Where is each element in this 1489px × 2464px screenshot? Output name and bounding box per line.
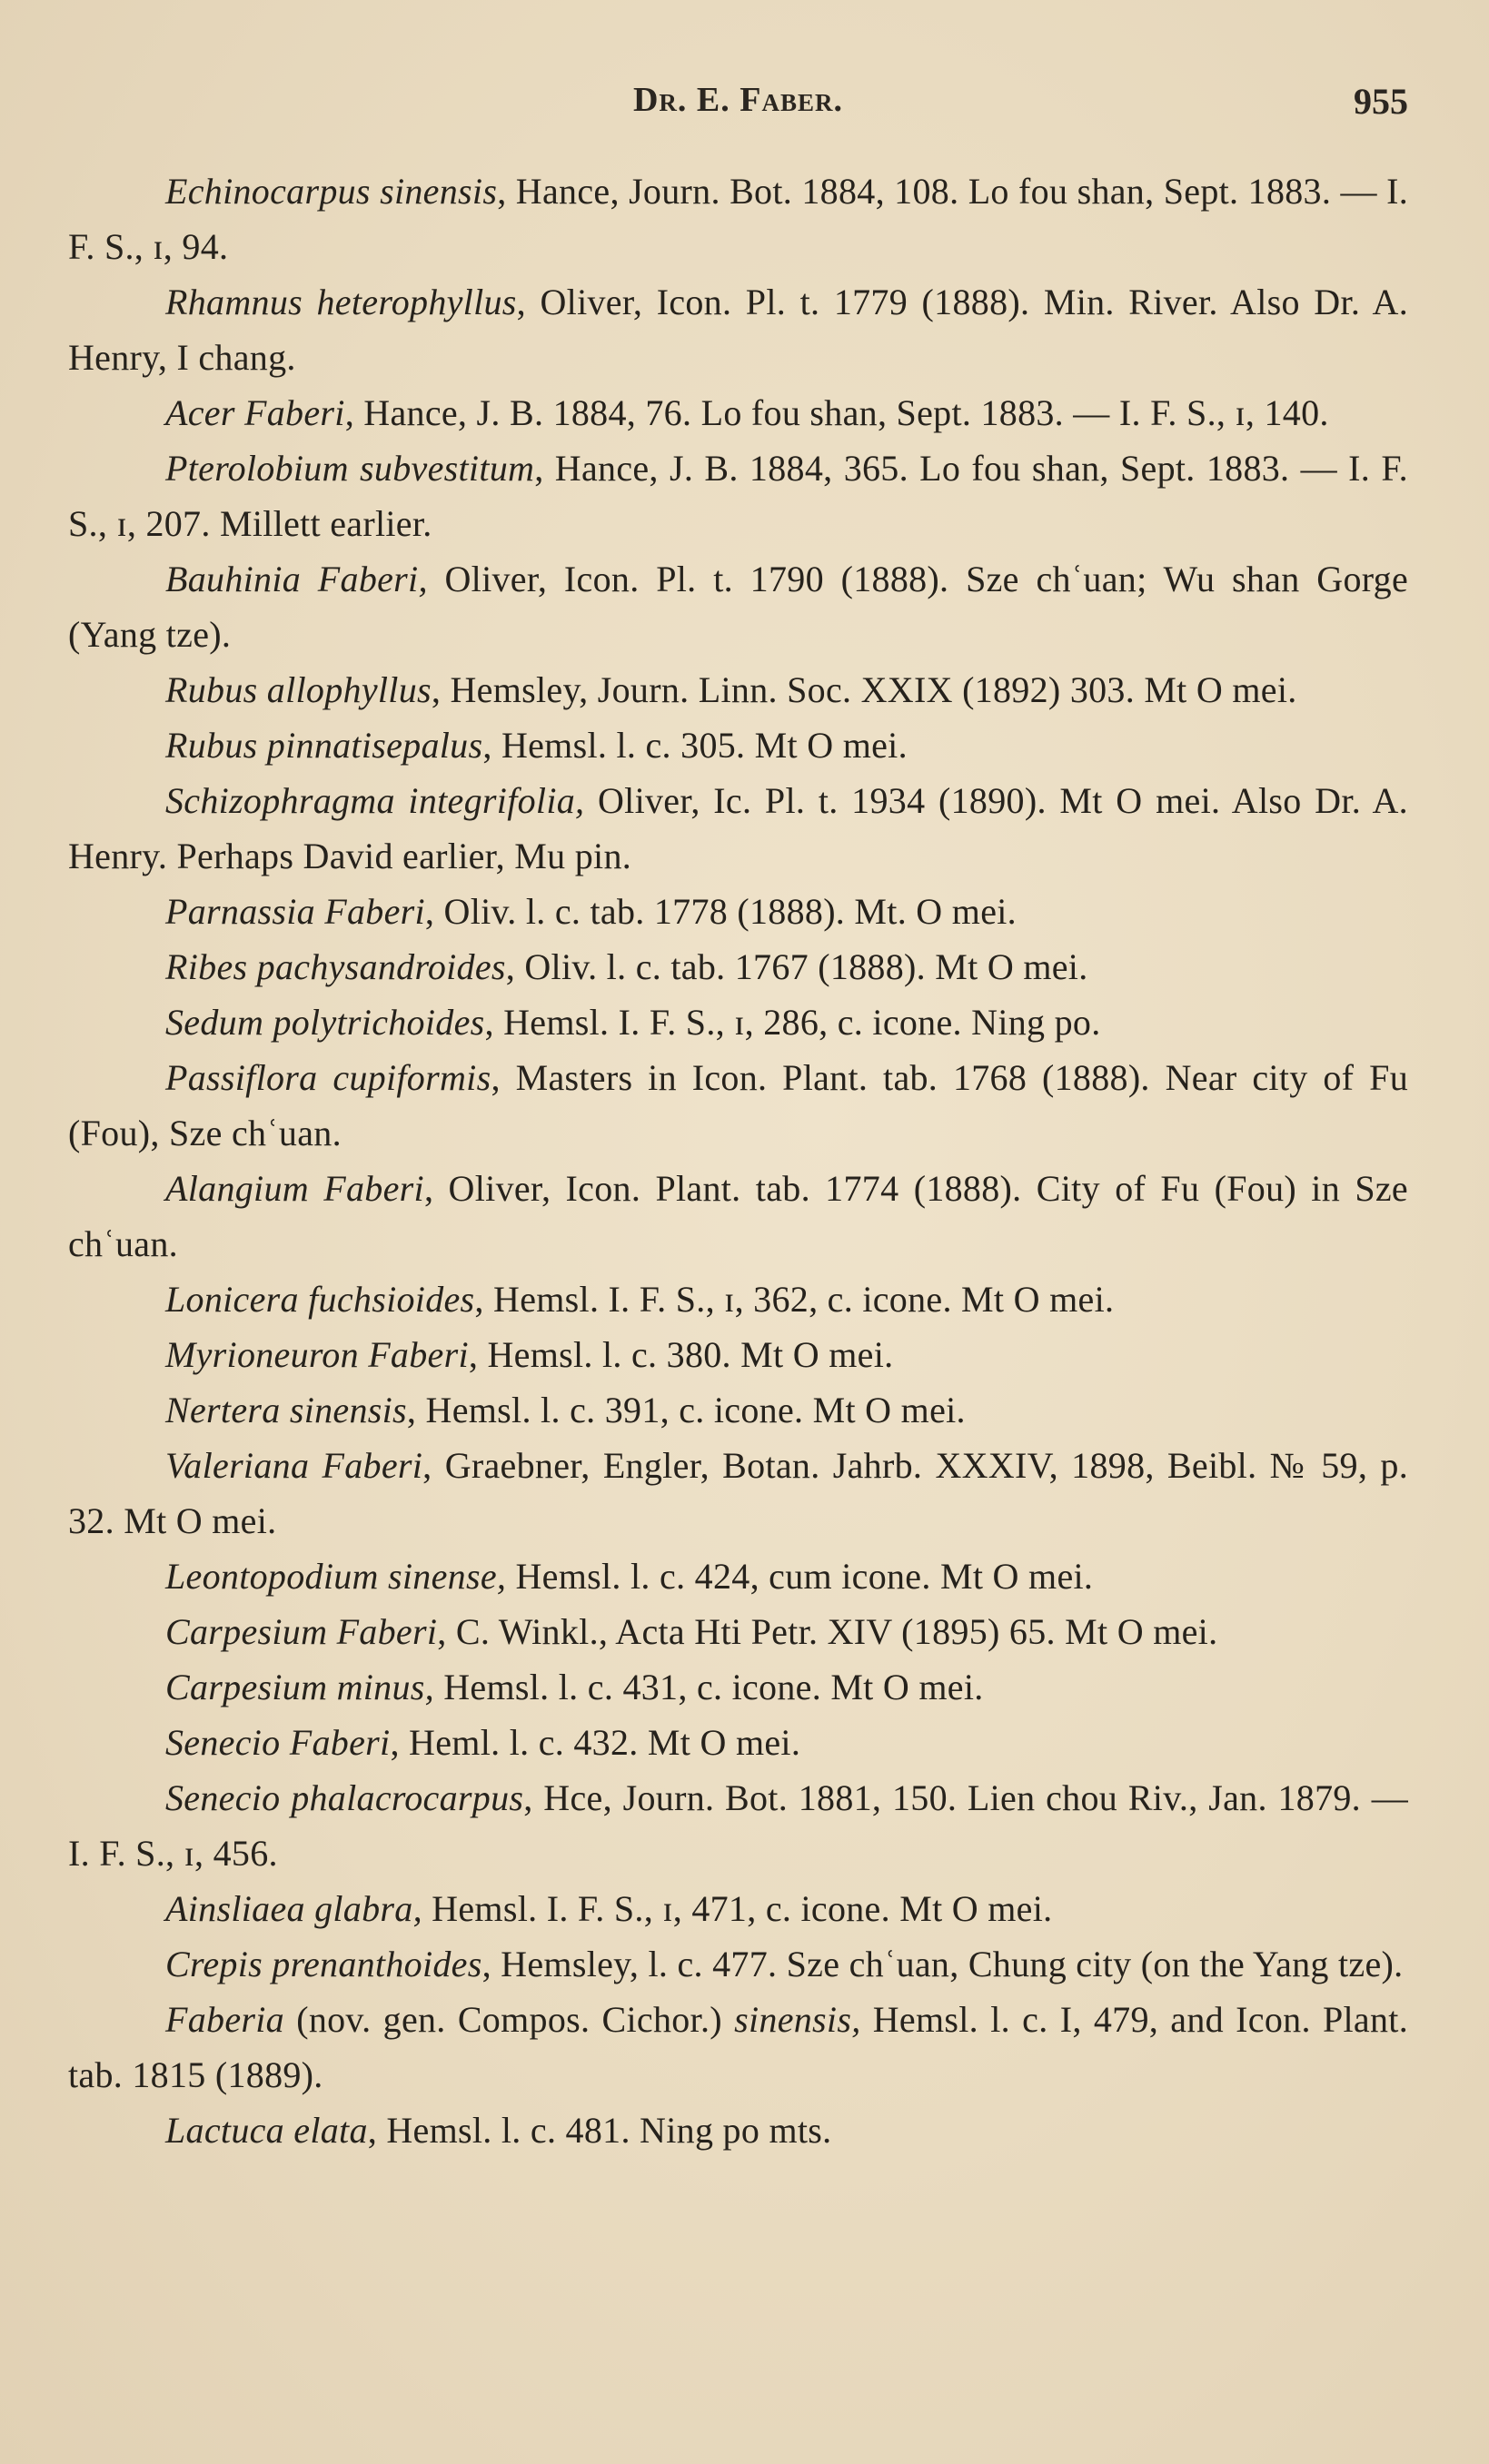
species-citation: , C. Winkl., Acta Hti Petr. XIV (1895) 65. Mt O mei. <box>437 1611 1218 1652</box>
species-citation: , Masters in Icon. Plant. tab. 1768 (1888). Near city of Fu (Fou), Sze chʿuan. <box>68 1057 1408 1153</box>
species-name: Myrioneuron Faberi <box>165 1334 469 1375</box>
species-name: Lonicera fuchsioides <box>165 1279 475 1320</box>
species-entry <box>68 1382 1408 1438</box>
species-citation: Oliver, Icon. Pl. t. 1790 (1888). Sze chʿuan; Wu shan Gorge (Yang tze). <box>68 559 1408 655</box>
species-entry <box>68 163 1408 274</box>
species-citation: Hemsl. l. c. 424, cum icone. Mt O mei. <box>506 1556 1094 1597</box>
species-name: Valeriana Faberi <box>165 1445 423 1486</box>
species-name: Rhamnus heterophyllus <box>165 282 517 322</box>
species-citation: , Hemsl. I. F. S., ɪ, 362, c. icone. Mt O mei. <box>474 1279 1115 1320</box>
species-entry <box>68 1715 1408 1770</box>
species-entry <box>68 773 1408 884</box>
species-name: Rubus allophyllus <box>165 669 432 710</box>
species-name: Alangium Faberi <box>165 1168 424 1209</box>
species-entry <box>68 995 1408 1050</box>
species-entry <box>68 1549 1408 1604</box>
species-name: Acer Faberi <box>165 392 345 433</box>
species-name: Ainsliaea glabra, <box>165 1888 422 1929</box>
species-entry <box>68 1327 1408 1382</box>
species-citation: , Hemsl. I. F. S., ɪ, 286, c. icone. Ning po. <box>484 1002 1101 1043</box>
species-name: Ribes pachysandroides <box>165 946 506 987</box>
species-citation: , Hance, J. B. 1884, 76. Lo fou shan, Sept. 1883. — I. F. S., ɪ, 140. <box>344 392 1329 433</box>
species-name: Passiflora cupiformis <box>165 1057 491 1098</box>
page-header <box>68 80 1408 125</box>
species-name: Senecio phalacrocarpus <box>165 1777 524 1818</box>
species-entry <box>68 884 1408 939</box>
species-name: Crepis prenanthoides <box>165 1944 482 1984</box>
species-entry <box>68 1050 1408 1161</box>
species-citation: , Hemsl. l. c. 391, c. icone. Mt O mei. <box>406 1390 966 1430</box>
species-citation: , Oliver, Icon. Pl. t. 1779 (1888). Min. River. Also Dr. A. Henry, I chang. <box>68 282 1409 378</box>
species-citation: , Hemsl. l. c. 380. Mt O mei. <box>468 1334 894 1375</box>
species-entry <box>68 717 1408 773</box>
species-citation: , Heml. l. c. 432. Mt O mei. <box>390 1722 801 1763</box>
species-name: Nertera sinensis <box>165 1390 407 1430</box>
species-entry <box>68 440 1408 551</box>
species-name: Pterolobium subvestitum <box>165 448 535 489</box>
species-entry <box>68 1604 1408 1659</box>
species-entry <box>68 1272 1408 1327</box>
species-entry <box>68 1438 1408 1549</box>
page-number: 955 <box>1354 81 1408 122</box>
species-name: Sedum polytrichoides <box>165 1002 485 1043</box>
species-entry <box>68 1659 1408 1715</box>
species-citation: , Hemsl. l. c. 305. Mt O mei. <box>482 725 908 766</box>
species-entry <box>68 662 1408 717</box>
species-epithet: sinensis, <box>734 1999 861 2040</box>
species-entry <box>68 1161 1408 1272</box>
species-citation: , Hemsl. l. c. 481. Ning po mts. <box>367 2110 832 2151</box>
species-entry <box>68 939 1408 995</box>
species-citation: , Oliv. l. c. tab. 1778 (1888). Mt. O mei. <box>424 891 1017 932</box>
species-entry <box>68 1770 1408 1881</box>
species-name: Bauhinia Faberi, <box>165 559 428 599</box>
species-entry <box>68 274 1408 385</box>
running-head: Dr. E. Faber. <box>632 81 843 119</box>
species-name: Senecio Faberi <box>165 1722 391 1763</box>
species-name: Leontopodium sinense, <box>165 1556 507 1597</box>
species-citation: , Oliv. l. c. tab. 1767 (1888). Mt O mei. <box>505 946 1088 987</box>
species-citation: Hemsl. l. c. I, 479, and Icon. Plant. tab. 1815 (1889). <box>68 1999 1408 2095</box>
species-citation: , Hemsley, Journ. Linn. Soc. XXIX (1892) 303. Mt O mei. <box>431 669 1297 710</box>
species-entry <box>68 1936 1408 1992</box>
species-entry <box>68 551 1408 662</box>
species-name: Carpesium Faberi <box>165 1611 438 1652</box>
species-entry <box>68 1992 1408 2103</box>
species-name: Carpesium minus, <box>165 1667 434 1707</box>
species-entry <box>68 2103 1408 2158</box>
species-list <box>68 163 1408 2158</box>
species-citation: Oliver, Ic. Pl. t. 1934 (1890). Mt O mei. Also Dr. A. Henry. Perhaps David earlier, Mu pin. <box>68 780 1408 876</box>
species-citation: (nov. gen. Compos. Cichor.) <box>283 1999 735 2040</box>
species-name: Echinocarpus sinensis <box>165 171 498 212</box>
species-name: Schizophragma integrifolia, <box>165 780 585 821</box>
species-citation: Hemsl. I. F. S., ɪ, 471, c. icone. Mt O mei. <box>422 1888 1053 1929</box>
species-entry <box>68 1881 1408 1936</box>
species-citation: , Oliver, Icon. Plant. tab. 1774 (1888). City of Fu (Fou) in Sze chʿuan. <box>68 1168 1408 1264</box>
species-name: Rubus pinnatisepalus <box>165 725 483 766</box>
species-citation: , Graebner, Engler, Botan. Jahrb. XXXIV, 1898, Beibl. № 59, p. 32. Mt O mei. <box>68 1445 1408 1541</box>
species-citation: , Hance, Journ. Bot. 1884, 108. Lo fou shan, Sept. 1883. — I. F. S., ɪ, 94. <box>68 171 1408 267</box>
species-entry <box>68 385 1408 440</box>
species-name: Faberia <box>165 1999 284 2040</box>
species-citation: , Hce, Journ. Bot. 1881, 150. Lien chou Riv., Jan. 1879. — I. F. S., ɪ, 456. <box>68 1777 1409 1874</box>
species-name: Parnassia Faberi <box>165 891 425 932</box>
species-citation: , Hemsley, l. c. 477. Sze chʿuan, Chung city (on the Yang tze). <box>481 1944 1404 1984</box>
species-citation: Hemsl. l. c. 431, c. icone. Mt O mei. <box>433 1667 984 1707</box>
species-citation: , Hance, J. B. 1884, 365. Lo fou shan, Sept. 1883. — I. F. S., ɪ, 207. Millett earlier. <box>68 448 1408 544</box>
species-name: Lactuca elata <box>165 2110 368 2151</box>
